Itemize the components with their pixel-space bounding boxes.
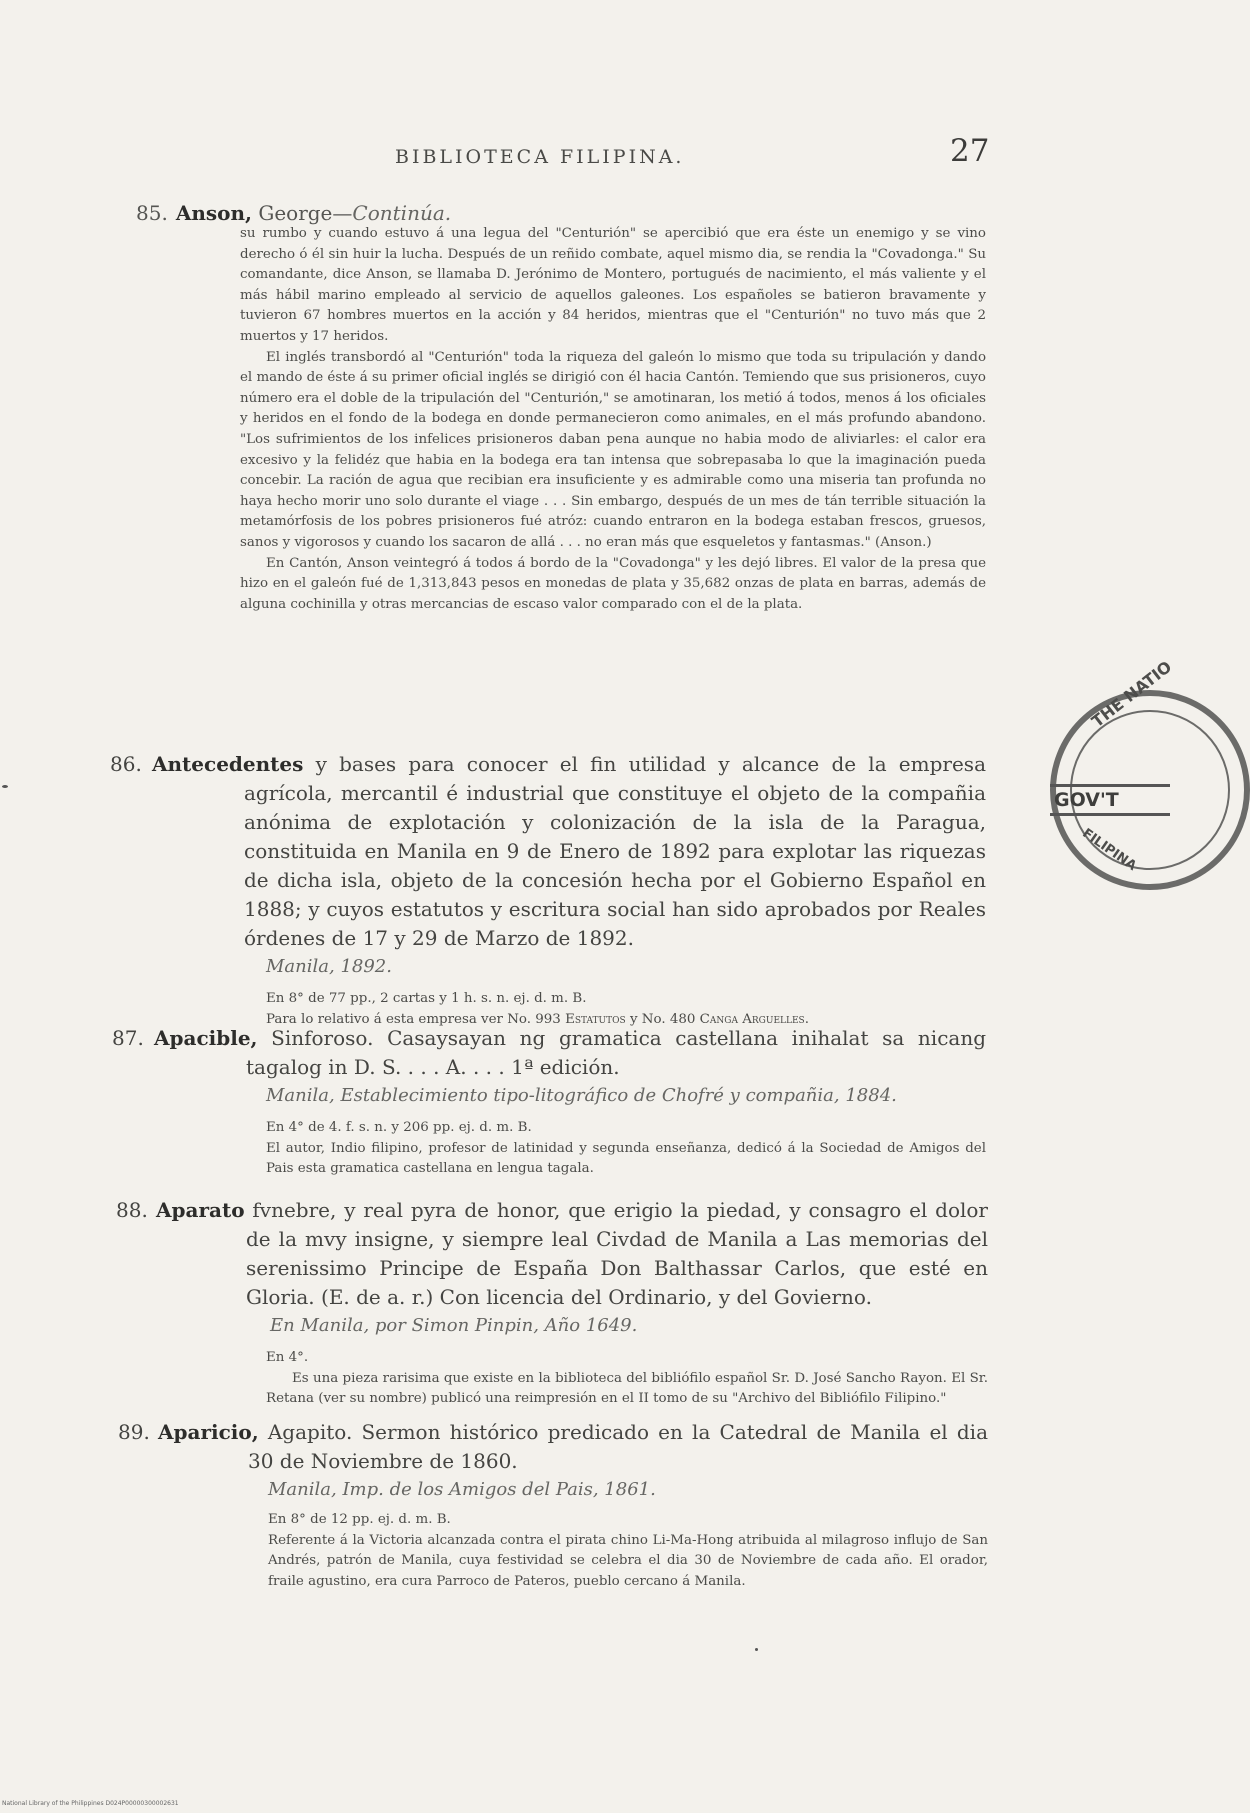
stamp-bottom-text: FILIPINA <box>1079 826 1139 874</box>
note-text: Para lo relativo á esta empresa ver No. 993 <box>266 1011 561 1027</box>
entry-88 <box>116 1196 988 1410</box>
note-text: y No. 480 <box>629 1011 696 1027</box>
note-paragraph: En Cantón, Anson veintegró á todos á bordo de la "Covadonga" y les dejó libres. El valor de la presa que hizo en el galeón fué de 1,313,843 pesos en monedas de plata y 35,682 onzas de plata en barras, además de alguna cochinilla y otras mercancias de escaso valor comparado con el de la plata. <box>240 555 986 612</box>
crossref-canga: Canga Arguelles. <box>699 1011 809 1027</box>
entry-number: 88. <box>116 1198 148 1222</box>
entry-author: Apacible, <box>154 1026 258 1050</box>
entry-heading <box>112 1024 986 1082</box>
note-line: En 4°. <box>266 1350 309 1365</box>
entry-number: 86. <box>110 752 142 776</box>
entry-author: Aparicio, <box>158 1420 259 1444</box>
entry-author: Antecedentes <box>152 752 304 776</box>
note-paragraph: El inglés transbordó al "Centurión" toda la riqueza del galeón lo mismo que toda su tripulación y dando el mando de éste á su primer oficial inglés se dirigió con él hacia Cantón. Temiendo que sus prisioneros, cuyo número era el doble de la tripulación del "Centurión," se amotinaran, los metió á todos, menos á los oficiales y heridos en el fondo de la bodega en donde permanecieron como animales, en el más profundo abandono. "Los sufrimientos de los infelices prisioneros daban pena aunque no habia modo de aliviarles: el calor era excesivo y la felidéz que habia en la bodega era tan intensa que sobrepasaba lo que la imaginación pueda concebir. La ración de agua que recibian era insuficiente y es admirable como una miseria tan profunda no haya hecho morir uno solo durante el viage . . . Sin embargo, después de un mes de tán terrible situación la metamórfosis de los pobres prisioneros fué atróz: cuando entraron en la bodega estaban frescos, gruesos, sanos y vigorosos y cuando los sacaron de allá . . . no eran más que esqueletos y fantasmas." (Anson.) <box>240 349 986 550</box>
entry-85 <box>136 200 986 615</box>
entry-imprint: Manila, Imp. de los Amigos del Pais, 1861. <box>268 1479 656 1500</box>
entry-note <box>240 224 986 615</box>
entry-number: 87. <box>112 1026 144 1050</box>
scan-footer: National Library of the Philippines D024P00000300002631 <box>2 1800 179 1807</box>
entry-author: Anson, <box>175 201 252 225</box>
entry-87 <box>112 1024 986 1180</box>
note-line: Es una pieza rarisima que existe en la biblioteca del bibliófilo español Sr. D. José Sancho Rayon. El Sr. Retana (ver su nombre) publicó una reimpresión en el II tomo de su "Archivo del Bibliófilo Filipino." <box>266 1370 988 1407</box>
entry-author: Aparato <box>156 1198 245 1222</box>
note-line: En 8° de 77 pp., 2 cartas y 1 h. s. n. ej. d. m. B. <box>266 991 587 1006</box>
continued-label: Continúa. <box>352 201 452 225</box>
entry-imprint: Manila, Establecimiento tipo-litográfico de Chofré y compañia, 1884. <box>266 1085 897 1106</box>
ink-speck <box>755 1648 758 1651</box>
entry-86 <box>110 750 986 1030</box>
entry-title: Agapito. Sermon histórico predicado en la Catedral de Manila el dia 30 de Noviembre de 1860. <box>248 1420 988 1473</box>
crossref-estatutos: Estatutos <box>565 1011 626 1027</box>
entry-number: 85. <box>136 201 168 225</box>
stamp-band <box>1050 784 1170 816</box>
entry-heading <box>118 1418 988 1476</box>
entry-heading <box>116 1196 988 1312</box>
entry-heading <box>136 200 986 227</box>
page-number: 27 <box>950 133 990 169</box>
entry-imprint: En Manila, por Simon Pinpin, Año 1649. <box>270 1315 638 1336</box>
entry-title: y bases para conocer el fin utilidad y alcance de la empresa agrícola, mercantil é industrial que constituye el objeto de la compañia anónima de explotación y colonización de la isla de la Paragua, constituida en Manila en 9 de Enero de 1892 para explotar las riquezas de dicha isla, objeto de la concesión hecha por el Gobierno Español en 1888; y cuyos estatutos y escritura social han sido aprobados por Reales órdenes de 17 y 29 de Marzo de 1892. <box>244 752 986 950</box>
entry-imprint: Manila, 1892. <box>266 956 392 977</box>
entry-heading <box>110 750 986 953</box>
entry-title: fvnebre, y real pyra de honor, que erigio la piedad, y consagro el dolor de la mvy insigne, y siempre leal Civdad de Manila a Las memorias del serenissimo Principe de España Don Balthassar Carlos, que esté en Gloria. (E. de a. r.) Con licencia del Ordinario, y del Govierno. <box>246 1198 988 1309</box>
entry-note <box>266 1348 988 1410</box>
entry-note <box>266 1118 986 1180</box>
note-paragraph: su rumbo y cuando estuvo á una legua del "Centurión" se apercibió que era éste un enemigo y se vino derecho ó él sin huir la lucha. Después de un reñido combate, aquel mismo dia, se rendia la "Covadonga." Su comandante, dice Anson, se llamaba D. Jerónimo de Montero, portugués de nacimiento, el más valiente y el más hábil marino empleado al servicio de aquellos galeones. Los españoles se batieron bravamente y tuvieron 67 hombres muertos en la acción y 84 heridos, mientras que el "Centurión" no tuvo más que 2 muertos y 17 heridos. <box>240 226 986 344</box>
note-line: En 4° de 4. f. s. n. y 206 pp. ej. d. m. B. <box>266 1120 532 1135</box>
entry-number: 89. <box>118 1420 150 1444</box>
running-title: BIBLIOTECA FILIPINA. <box>395 146 685 168</box>
library-stamp <box>1050 657 1250 890</box>
entry-title: Sinforoso. Casaysayan ng gramatica castellana inihalat sa nicang tagalog in D. S. . . . A. . . . 1ª edición. <box>246 1026 986 1079</box>
author-first-name: George— <box>258 201 353 225</box>
stamp-top-text: THE NATIO <box>1088 657 1176 731</box>
stamp-mid-text: GOV'T <box>1054 789 1119 811</box>
note-line: En 8° de 12 pp. ej. d. m. B. <box>268 1512 451 1527</box>
entry-89 <box>118 1418 988 1592</box>
ink-speck <box>2 785 8 788</box>
note-line: Referente á la Victoria alcanzada contra el pirata chino Li-Ma-Hong atribuida al milagroso influjo de San Andrés, patrón de Manila, cuya festividad se celebra el dia 30 de Noviembre de cada año. El orador, fraile agustino, era cura Parroco de Pateros, pueblo cercano á Manila. <box>268 1532 988 1589</box>
note-line: El autor, Indio filipino, profesor de latinidad y segunda enseñanza, dedicó á la Sociedad de Amigos del Pais esta gramatica castellana en lengua tagala. <box>266 1140 986 1177</box>
entry-note <box>268 1510 988 1592</box>
